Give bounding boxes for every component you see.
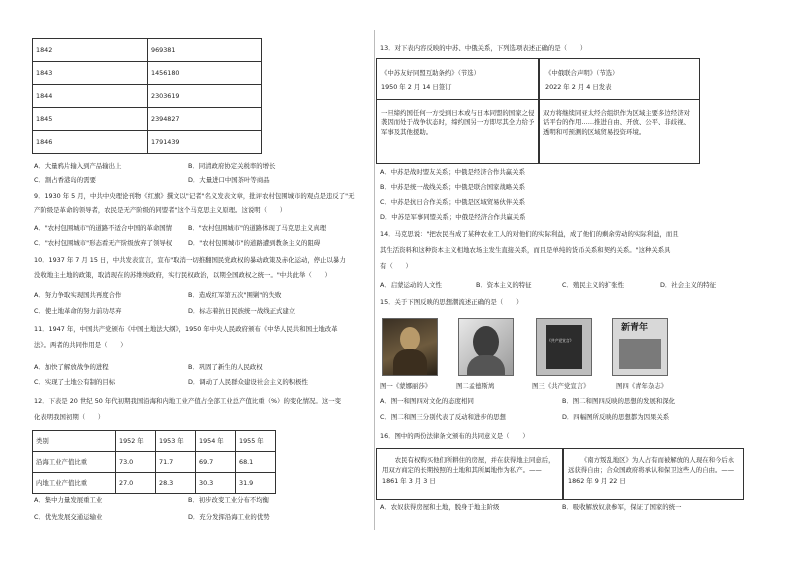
q11-option-a: A．加快了解放战争的进程	[34, 363, 109, 371]
table-cell: 1845	[33, 108, 148, 131]
q14-stem-line1: 14．马克思说："把农民当成了某种农业工人的对他们的实际利益，成了他们的剩余劳动的实际利益，而且	[380, 230, 679, 238]
figure3-caption: 图三《共产党宣言》	[532, 382, 590, 390]
law-text-1862: 《南方叛乱地区》为人占有而被解放的人现在和今后永远获得自由；合众国政府将承认和保卫这些人的自由。——1862 年 9 月 22 日	[568, 456, 735, 485]
q15-stem: 15．关于下图反映的思想潮流述正确的是（ ）	[380, 298, 523, 306]
table-header-cell: 类别	[33, 431, 116, 452]
q13-option-c: C．中苏是抗日合作关系；中俄是区域贸易伙伴关系	[380, 198, 526, 206]
treaty-title: 《中苏友好同盟互助条约》（节选）	[381, 69, 481, 77]
statement-excerpt: 双方将继续同亚太经合组织作为区域主要多边经济对话平台的作用……推进自由、开放、公平、非歧视、透明和可预测的区域贸易投资环境。	[543, 109, 690, 136]
q10-stem-line1: 10．1937 年 7 月 15 日，中共发表宣言，宣布"取消一切推翻国民党政权的暴动政策及赤化运动，停止以暴力	[34, 256, 346, 264]
table-cell: 1846	[33, 131, 148, 154]
q15-option-a: A．图一和图四对文化的态度相同	[380, 397, 474, 405]
table-row	[33, 85, 262, 108]
communist-manifesto-cover-image	[536, 318, 592, 376]
q12-option-a: A．集中力量发展重工业	[34, 496, 103, 504]
new-youth-masthead: 新青年	[621, 323, 649, 333]
q8-option-b: B．同清政府协定关税率的增长	[188, 162, 276, 170]
mona-lisa-image	[382, 318, 438, 376]
statement-title: 《中俄联合声明》（节选）	[545, 69, 619, 77]
table-row	[33, 473, 276, 494]
table-cell: 71.7	[156, 452, 196, 473]
table-cell: 沿海工业产值比重	[33, 452, 116, 473]
column-divider	[374, 30, 375, 530]
manifesto-cover-text: 《共产党宣言》	[547, 338, 574, 343]
table-row	[33, 108, 262, 131]
q13-option-d: D．中苏是军事同盟关系；中俄是经济合作共赢关系	[380, 213, 526, 221]
table-row	[33, 62, 262, 85]
q12-option-b: B．初步改变工业分布不均衡	[188, 496, 270, 504]
q15-option-c: C．图二和图三分别代表了反动和进步的思想	[380, 413, 506, 421]
table-row	[33, 131, 262, 154]
q16-option-b: B．吸收解放奴隶参军，保证了国家的统一	[562, 503, 682, 511]
q10-option-c: C．使土地革命的努力前功尽弃	[34, 307, 122, 315]
q15-option-d: D．四幅图所反映的思想都为因果关系	[562, 413, 670, 421]
q14-option-a: A．启蒙运动的人文性	[380, 281, 442, 289]
table-cell: 73.0	[116, 452, 156, 473]
new-youth-magazine-image	[612, 318, 668, 376]
figure1-caption: 图一《蒙娜丽莎》	[380, 382, 432, 390]
q16-stem: 16．图中的两份法律条文颁布的共同意义是（ ）	[380, 432, 529, 440]
q14-option-b: B．资本主义的特征	[476, 281, 532, 289]
table-header-cell: 1955 年	[236, 431, 276, 452]
table-header-cell: 1953 年	[156, 431, 196, 452]
q10-stem-line2: 没收地主土地的政策，取消现在的苏维埃政府，实行民权政治，以期全国政权之统一。"中共此举（ ）	[34, 271, 331, 279]
table-cell: 2303619	[148, 85, 262, 108]
treaty-date: 1950 年 2 月 14 日签订	[381, 83, 452, 91]
table-cell: 27.0	[116, 473, 156, 494]
table-cell: 1791439	[148, 131, 262, 154]
table-header-cell: 1952 年	[116, 431, 156, 452]
q15-option-b: B．图二和图四反映的思想的发展和深化	[562, 397, 676, 405]
q9-option-c: C．"农村包围城市"形态看无产阶级放弃了领导权	[34, 239, 173, 247]
table-header-cell: 1954 年	[196, 431, 236, 452]
treaty-box-1950	[376, 58, 540, 164]
q8-option-a: A．大量鸦片输入到产品输出上	[34, 162, 122, 170]
q8-option-d: D．大量进口中国茶叶等商品	[188, 176, 270, 184]
q11-option-b: B．巩固了新生的人民政权	[188, 363, 263, 371]
q11-stem-line2: 法》。两者的共同作用是（ ）	[34, 341, 127, 349]
table-cell: 69.7	[196, 452, 236, 473]
statement-box-2022	[538, 58, 700, 164]
q9-stem-line2: 产阶级是革命的领导者，农民是无产阶级的同盟者"这个马克思主义原理。这说明（ ）	[34, 206, 287, 214]
q12-option-c: C．优先发展交通运输业	[34, 513, 103, 521]
q12-stem-line2: 化表明我国初期（ ）	[34, 413, 105, 421]
industry-share-table	[32, 430, 276, 494]
q13-option-b: B．中苏是统一战线关系；中俄是联合国家战略关系	[380, 183, 525, 191]
export-data-table	[32, 38, 262, 154]
q14-option-d: D．社会主义的特征	[660, 281, 717, 289]
figure4-caption: 图四《青年杂志》	[616, 382, 668, 390]
table-cell: 30.3	[196, 473, 236, 494]
montesquieu-portrait-image	[458, 318, 514, 376]
q8-option-c: C．割占香港岛的需要	[34, 176, 96, 184]
q10-option-d: D．标志着抗日民族统一战线正式建立	[188, 307, 296, 315]
q11-option-c: C．实现了土地公有制的目标	[34, 378, 116, 386]
law-box-1861	[376, 448, 564, 500]
q14-option-c: C．殖民主义的扩张性	[562, 281, 624, 289]
law-box-1862	[562, 448, 744, 500]
table-cell: 31.9	[236, 473, 276, 494]
table-cell: 1456180	[148, 62, 262, 85]
q16-option-a: A．农奴获得房屋和土地，脱身于地主阶级	[380, 503, 500, 511]
table-cell: 68.1	[236, 452, 276, 473]
q9-option-d: D．"农村包围城市"的道路遭到教条主义的阻碍	[188, 239, 321, 247]
law-text-1861: 农民有权购买他们所耕住的房屋，并在获得地主同意后，用双方商定的长期按照的土地和其所属地作为私产。——1861 年 3 月 3 日	[382, 456, 555, 485]
q14-stem-line2: 其生活资料和这种资本主义相地农场主发生直接关系，而且是单纯的货币关系和契约关系。"这种关系具	[380, 246, 671, 254]
table-cell: 2394827	[148, 108, 262, 131]
table-cell: 969381	[148, 39, 262, 62]
table-row	[33, 452, 276, 473]
table-header-row	[33, 431, 276, 452]
q13-stem: 13．对下表内容反映的中苏、中俄关系，下列选项表述正确的是（ ）	[380, 44, 587, 52]
table-cell: 1843	[33, 62, 148, 85]
statement-date: 2022 年 2 月 4 日发表	[545, 83, 612, 91]
table-cell: 1842	[33, 39, 148, 62]
table-cell: 内地工业产值比重	[33, 473, 116, 494]
q9-option-a: A．"农村包围城市"的道路不适合中国的革命国情	[34, 224, 173, 232]
q11-option-d: D．调动了人民群众建设社会主义的积极性	[188, 378, 308, 386]
figure2-caption: 图二孟德斯鸠	[456, 382, 495, 390]
q9-stem-line1: 9．1930 年 5 月，中共中央理论刊物《红旗》撰文以"记者"名义发表文章，批评农村包围城市的观点是违反了"无	[34, 192, 355, 200]
q10-option-b: B．造成红军第五次"围剿"的失败	[188, 291, 282, 299]
q12-option-d: D．充分发挥沿海工业的优势	[188, 513, 270, 521]
table-row	[33, 39, 262, 62]
q13-option-a: A．中苏是战时盟友关系；中俄是经济合作共赢关系	[380, 168, 525, 176]
q10-option-a: A．努力争取实现国共再度合作	[34, 291, 122, 299]
table-cell: 28.3	[156, 473, 196, 494]
q12-stem-line1: 12．下表是 20 世纪 50 年代初期我国沿海和内地工业产值占全部工业总产值比重（%）的变化情况。这一变	[34, 397, 341, 405]
q11-stem-line1: 11．1947 年，中国共产党颁布《中国土地法大纲》，1950 年中央人民政府颁布《中华人民共和国土地改革	[34, 325, 338, 333]
q9-option-b: B．"农村包围城市"的道路体现了马克思主义真理	[188, 224, 327, 232]
q14-stem-line3: 有（ ）	[380, 262, 412, 270]
table-cell: 1844	[33, 85, 148, 108]
treaty-excerpt: 一旦缔约国任何一方受到日本或与日本同盟的国家之侵袭因而处于战争状态时，缔约国另一方即尽其全力给予军事及其他援助。	[381, 109, 535, 136]
